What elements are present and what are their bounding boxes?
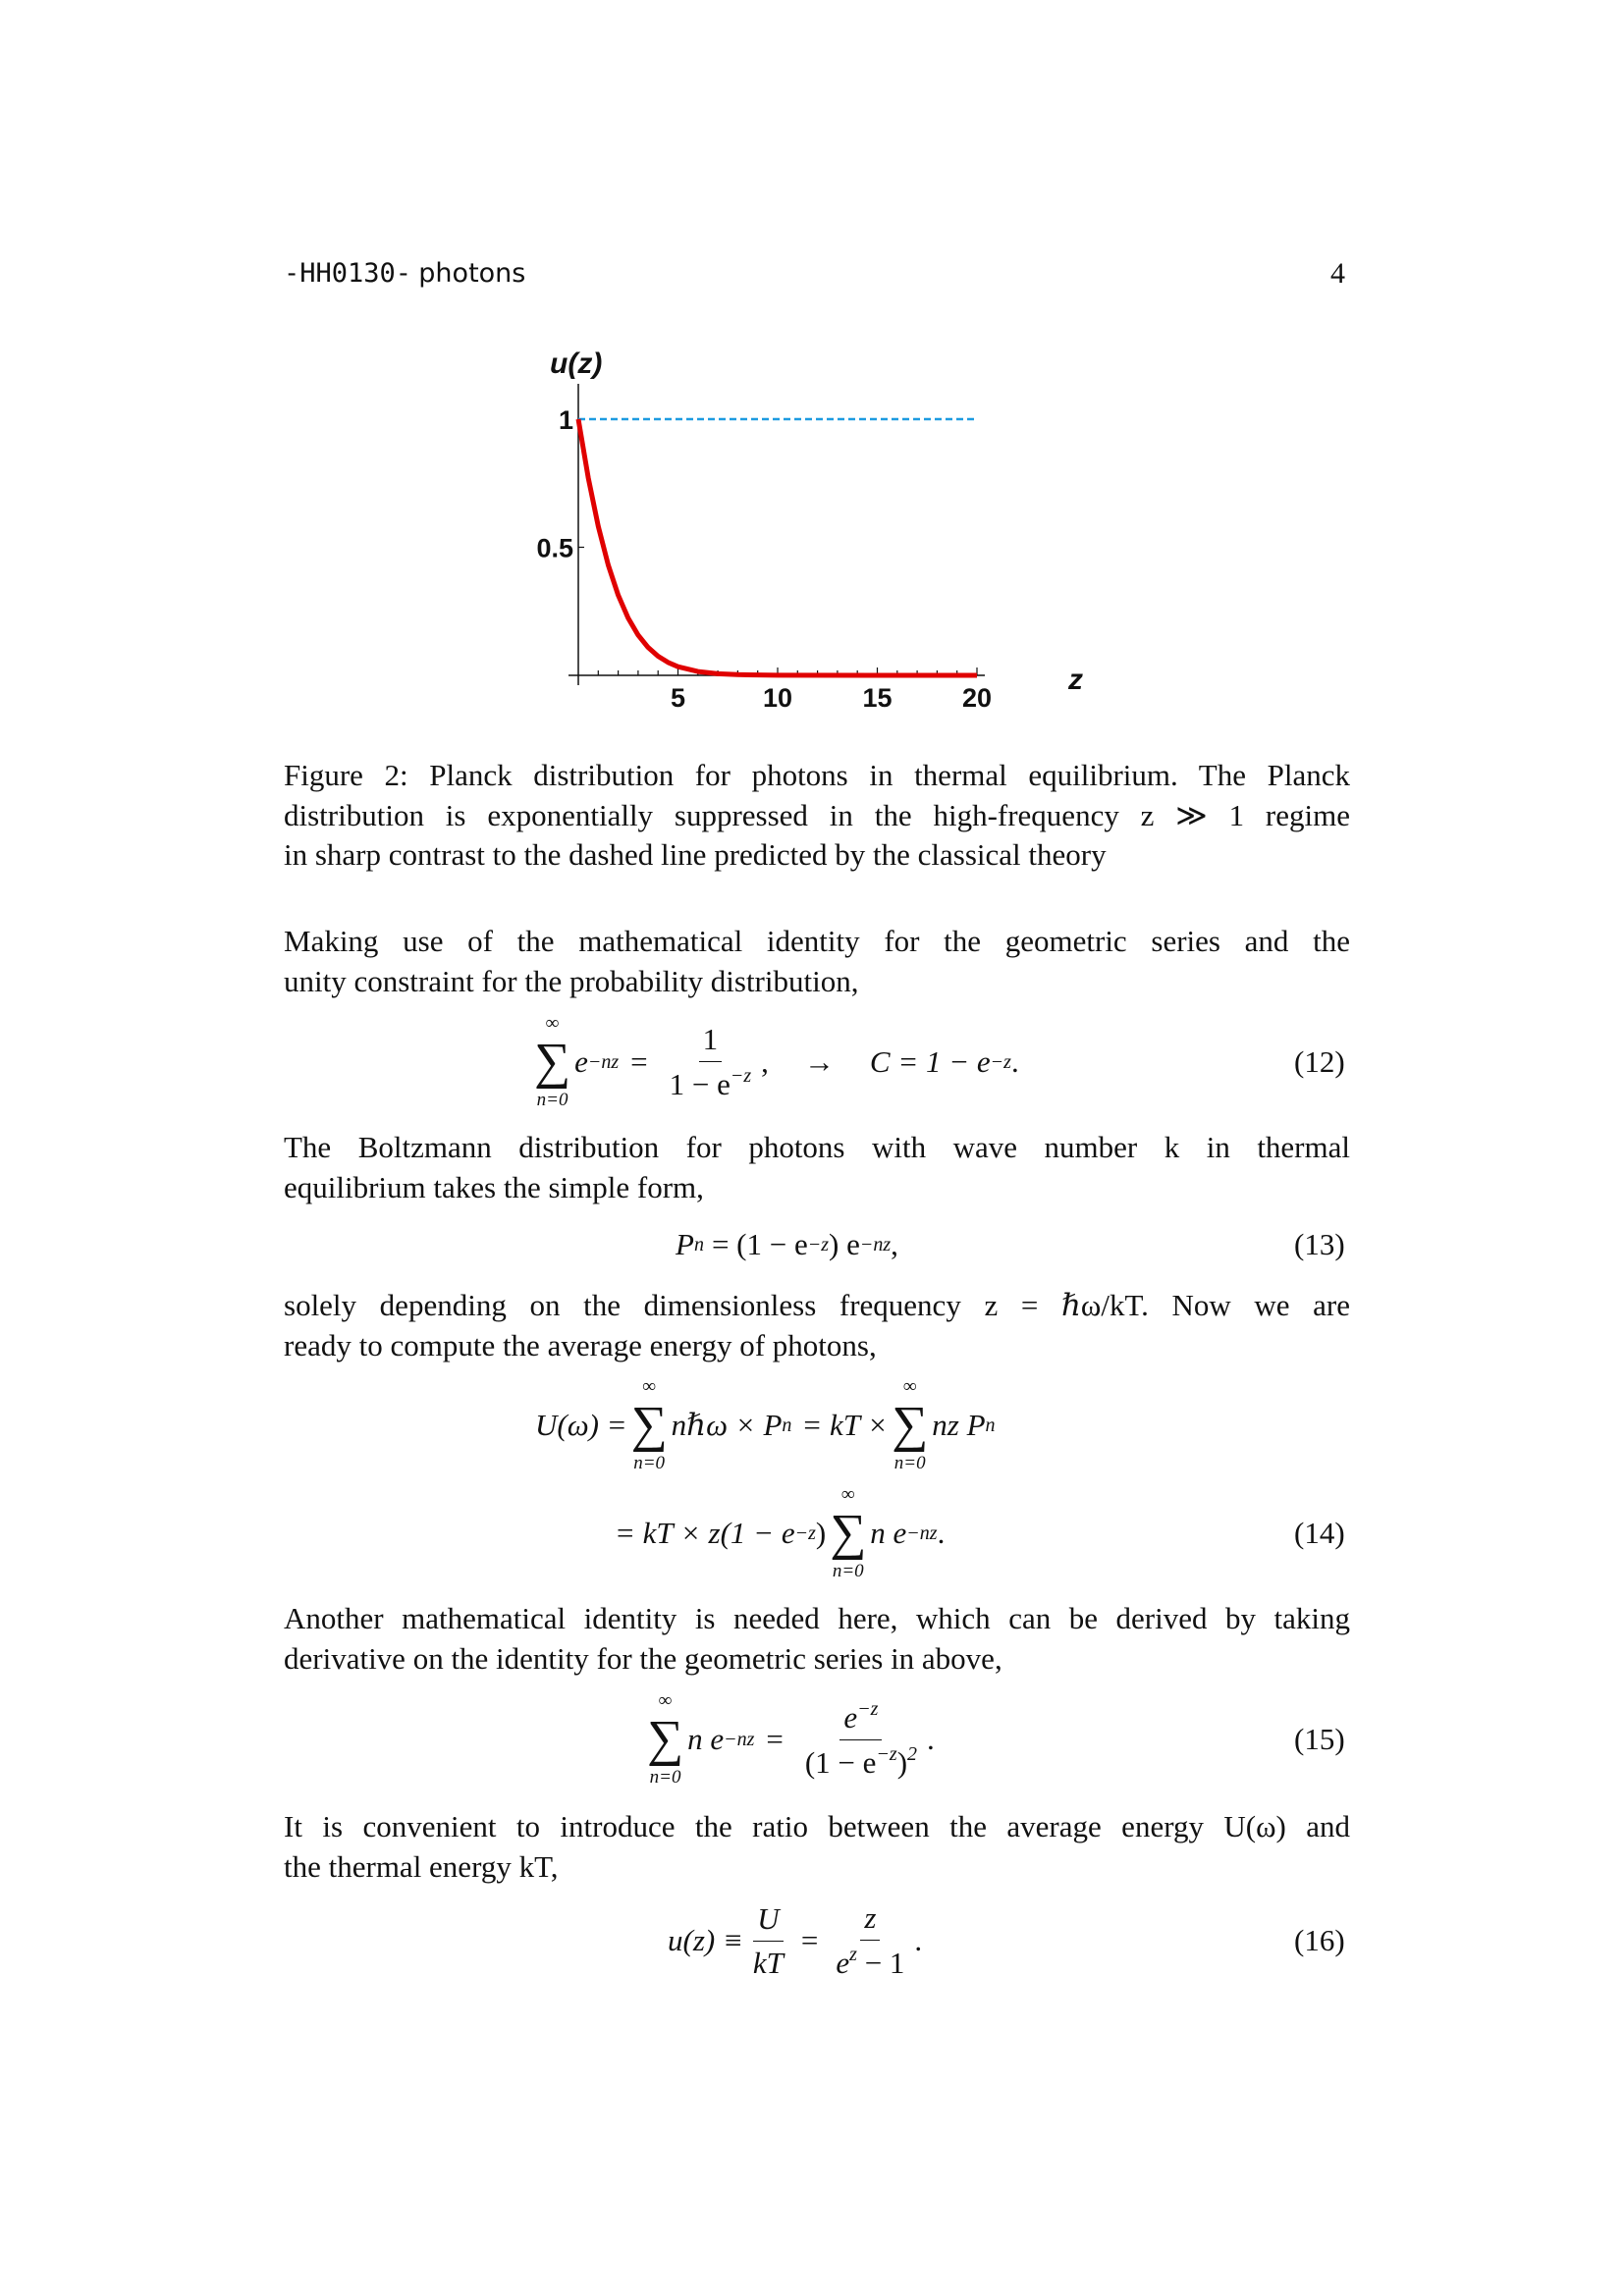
figure-caption <box>284 756 1350 876</box>
text-line: the thermal energy kT, <box>284 1848 559 1884</box>
x-tick-label: 20 <box>961 683 993 713</box>
paragraph-4 <box>284 1599 1350 1679</box>
paragraph-1 <box>284 922 1350 1001</box>
sum-symbol: ∞ ∑ n=0 <box>534 1013 571 1110</box>
equation-number: (15) <box>1294 1722 1345 1756</box>
paragraph-5 <box>284 1807 1350 1887</box>
y-axis-label: u(z) <box>550 347 603 380</box>
doc-title: photons <box>418 258 526 289</box>
equation-14-line-2: = kT × z(1 − e −z ) ∞ ∑ n=0 n e −nz . <box>615 1484 946 1581</box>
text-line: ready to compute the average energy of photons, <box>284 1327 877 1362</box>
planck-curve <box>578 419 977 675</box>
planck-chart <box>511 344 1119 736</box>
doc-id: -HH0130- <box>284 258 412 289</box>
equation-12: ∞ ∑ n=0 e −nz = $\frac{1}{1 - e^{-z}}$ , → C = 1 − e −z . <box>534 1013 1019 1110</box>
caption-line: distribution is exponentially suppressed in the high-frequency z ≫ 1 regime <box>284 797 1350 832</box>
equation-14-line-1: U(ω) = ∞ ∑ n=0 nℏω × P n = kT × ∞ ∑ n=0 nz P n <box>535 1376 996 1473</box>
text-line: It is convenient to introduce the ratio between the average energy U(ω) and <box>284 1809 1350 1843</box>
x-tick-label: 10 <box>762 683 793 713</box>
y-tick-label: 0.5 <box>536 533 573 563</box>
caption-line: Figure 2: Planck distribution for photons in thermal equilibrium. The Planck <box>284 758 1350 792</box>
equation-15: ∞ ∑ n=0 n e −nz = $\frac{e^{-z}}{(1 - e^{-z})^2}$ . <box>647 1690 935 1788</box>
paragraph-3 <box>284 1286 1350 1365</box>
text-line: Another mathematical identity is needed here, which can be derived by taking <box>284 1601 1350 1635</box>
y-tick-label: 1 <box>558 405 573 435</box>
caption-line: in sharp contrast to the dashed line predicted by the classical theory <box>284 837 1107 873</box>
text-line: The Boltzmann distribution for photons with wave number k in thermal <box>284 1130 1350 1164</box>
x-tick-label: 5 <box>670 683 686 713</box>
running-header <box>284 257 525 290</box>
text-line: unity constraint for the probability distribution, <box>284 963 859 998</box>
equation-number: (14) <box>1294 1516 1345 1550</box>
text-line: equilibrium takes the simple form, <box>284 1169 704 1204</box>
text-line: Making use of the mathematical identity for the geometric series and the <box>284 924 1350 958</box>
paragraph-2 <box>284 1128 1350 1207</box>
text-line: derivative on the identity for the geometric series in above, <box>284 1640 1002 1676</box>
x-tick-label: 15 <box>862 683 893 713</box>
equation-13: P n = (1 − e −z ) e −nz , <box>676 1227 898 1261</box>
x-axis-label: z <box>1068 664 1083 696</box>
text-line: solely depending on the dimensionless frequency z = ℏω/kT. Now we are <box>284 1288 1350 1322</box>
equation-number: (13) <box>1294 1227 1345 1261</box>
equation-number: (16) <box>1294 1923 1345 1957</box>
equation-number: (12) <box>1294 1044 1345 1079</box>
equation-16: u(z) ≡ $\frac{U}{kT}$ = $\frac{z}{e^z - 1}$ . <box>668 1900 923 1980</box>
page-number: 4 <box>1330 257 1345 290</box>
